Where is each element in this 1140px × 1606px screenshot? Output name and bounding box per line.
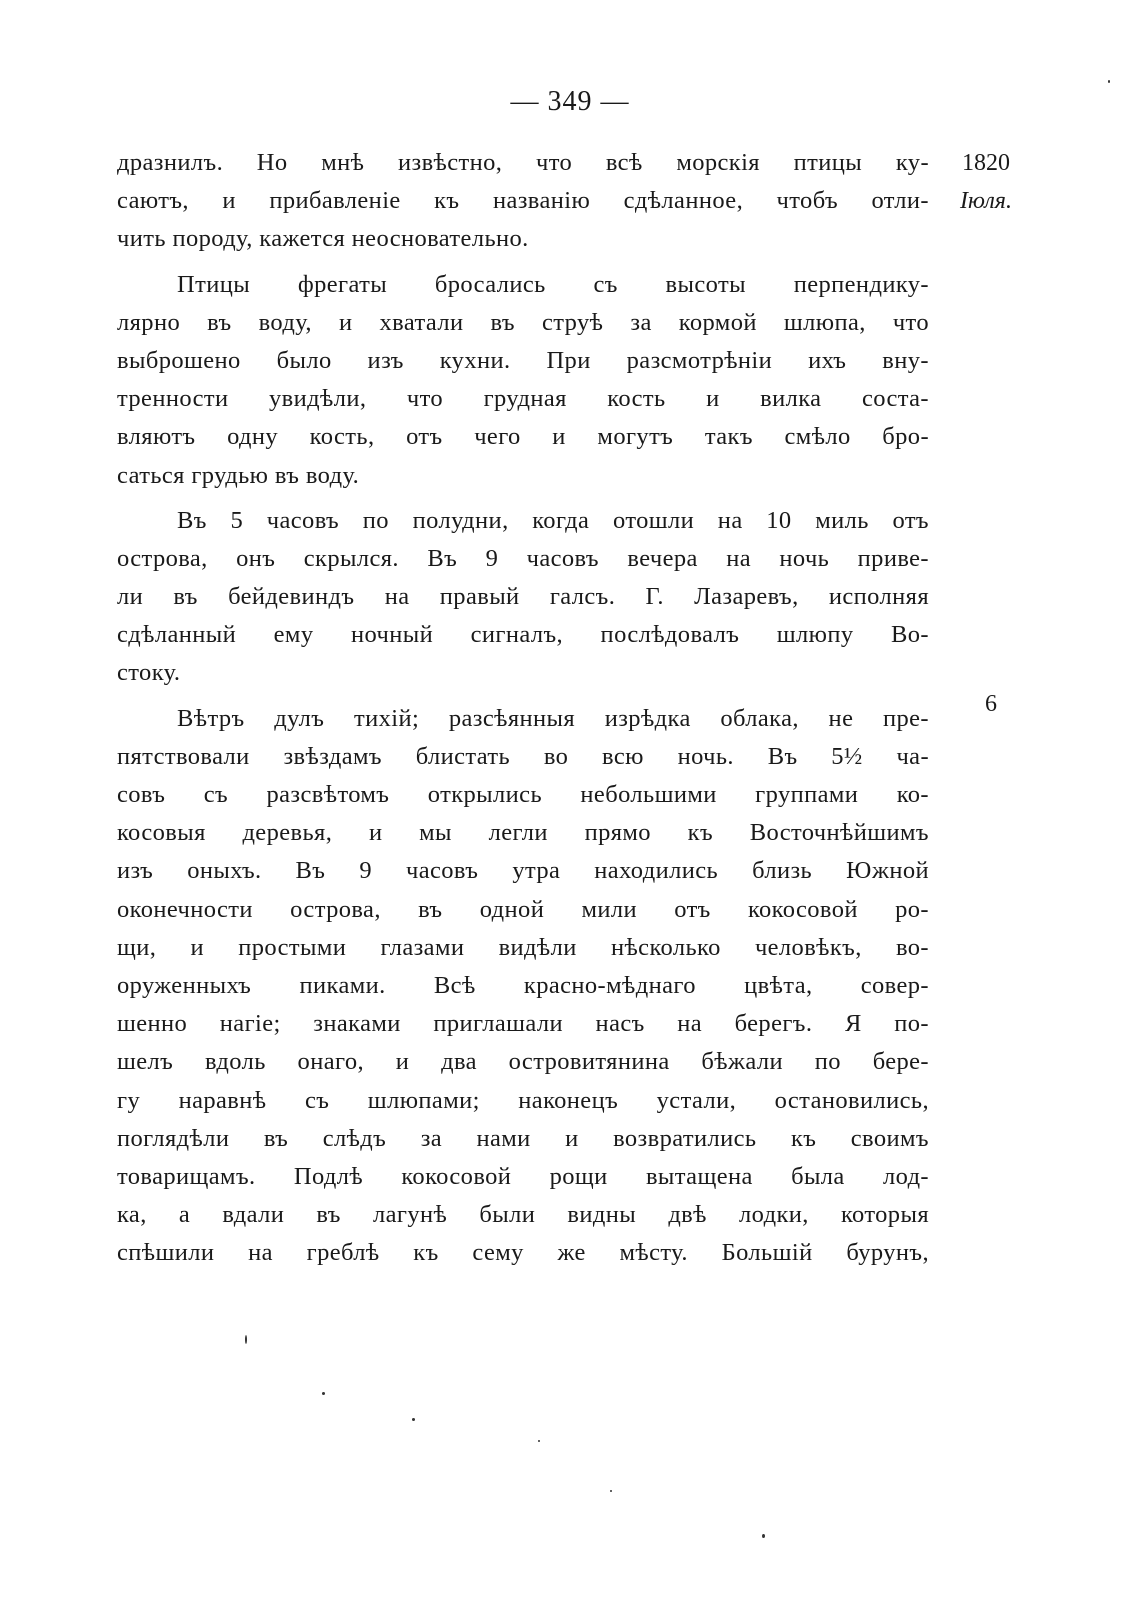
paragraph-3	[117, 502, 929, 693]
text-line: шелъ вдоль онаго, и два островитянина бѣжали по бере-	[117, 1048, 929, 1076]
text-line: щи, и простыми глазами видѣли нѣсколько человѣкъ, во-	[117, 933, 929, 961]
text-line: выброшено было изъ кухни. При разсмотрѣніи ихъ вну-	[117, 346, 929, 374]
text-line: дразнилъ. Но мнѣ извѣстно, что всѣ морскія птицы ку-	[117, 149, 929, 176]
text-line: Вѣтръ дулъ тихій; разсѣянныя изрѣдка облака, не пре-	[177, 704, 929, 732]
scan-speck	[1108, 80, 1110, 83]
text-line: вляютъ одну кость, отъ чего и могутъ такъ смѣло бро-	[117, 423, 929, 451]
text-line: совъ съ разсвѣтомъ открылись небольшими группами ко-	[117, 781, 929, 808]
scan-speck	[762, 1534, 765, 1538]
scan-speck	[412, 1418, 415, 1421]
text-line: товарищамъ. Подлѣ кокосовой рощи вытащена была лод-	[117, 1162, 929, 1190]
text-line: саться грудью въ воду.	[117, 461, 360, 489]
text-line: Въ 5 часовъ по полудни, когда отошли на 10 миль отъ	[177, 506, 929, 534]
text-line: шенно нагіе; знаками приглашали насъ на берегъ. Я по-	[117, 1010, 929, 1038]
text-line: саютъ, и прибавленіе къ названію сдѣланное, чтобъ отли-	[117, 187, 929, 215]
text-line: ка, а вдали въ лагунѣ были видны двѣ лодки, которыя	[117, 1201, 929, 1229]
text-line: Птицы фрегаты бросались съ высоты перпендику-	[177, 270, 929, 298]
scan-speck	[610, 1490, 612, 1492]
scan-speck	[538, 1440, 540, 1442]
text-line: стоку.	[117, 659, 181, 687]
text-line: чить породу, кажется неосновательно.	[117, 225, 529, 253]
text-line: лярно въ воду, и хватали въ струѣ за кормой шлюпа, что	[117, 308, 929, 336]
margin-month: Іюля.	[960, 188, 1012, 214]
text-line: острова, онъ скрылся. Въ 9 часовъ вечера на ночь приве-	[117, 544, 929, 572]
body-text	[117, 144, 929, 1279]
text-line: оруженныхъ пиками. Всѣ красно-мѣднаго цвѣта, совер-	[117, 971, 929, 999]
paragraph-1	[117, 144, 929, 259]
scan-speck	[245, 1335, 247, 1344]
page-number: — 349 —	[510, 86, 630, 117]
paragraph-4	[117, 700, 929, 1273]
text-line: изъ оныхъ. Въ 9 часовъ утра находились близь Южной	[117, 857, 929, 885]
text-line: сдѣланный ему ночный сигналъ, послѣдовалъ шлюпу Во-	[117, 621, 929, 649]
text-line: гу наравнѣ съ шлюпами; наконецъ устали, остановились,	[117, 1086, 929, 1114]
scan-speck	[322, 1392, 325, 1395]
text-line: пятствовали звѣздамъ блистать во всю ночь. Въ 5½ ча-	[117, 742, 929, 770]
text-line: косовыя деревья, и мы легли прямо къ Восточнѣйшимъ	[117, 819, 929, 847]
text-line: тренности увидѣли, что грудная кость и вилка соста-	[117, 385, 929, 413]
paragraph-2	[117, 266, 929, 495]
text-line: ли въ бейдевиндъ на правый галсъ. Г. Лазаревъ, исполняя	[117, 583, 929, 611]
text-line: спѣшили на греблѣ къ сему же мѣсту. Большій бурунъ,	[117, 1239, 929, 1267]
margin-day: 6	[985, 691, 997, 717]
text-line: оконечности острова, въ одной мили отъ кокосовой ро-	[117, 895, 929, 923]
margin-year: 1820	[962, 150, 1010, 176]
text-line: поглядѣли въ слѣдъ за нами и возвратились къ своимъ	[117, 1124, 929, 1152]
